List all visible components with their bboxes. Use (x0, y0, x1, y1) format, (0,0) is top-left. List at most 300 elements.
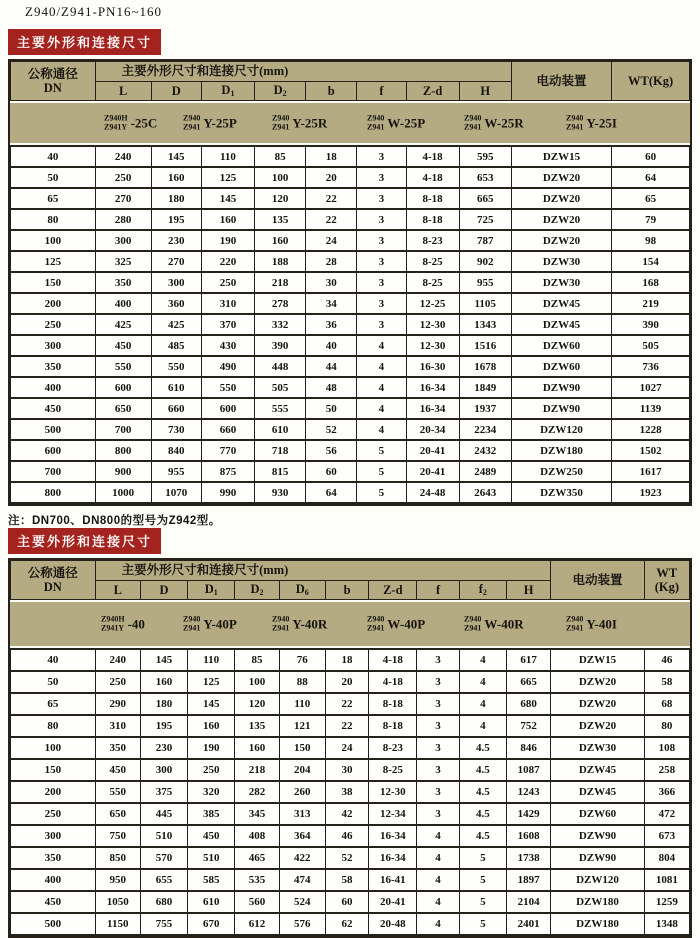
header-row-top (11, 62, 690, 82)
table-cell: 3 (357, 230, 406, 251)
table-cell: 718 (255, 440, 306, 461)
table-cell: 125 (201, 167, 254, 188)
model-series: Z940 Z941 (367, 614, 385, 632)
table-cell: 60 (306, 461, 357, 482)
table-cell: 20-41 (406, 440, 459, 461)
table-cell: 5 (459, 869, 506, 891)
col-header-L: L (95, 82, 151, 101)
table-cell: 325 (95, 251, 151, 272)
table-cell: 680 (140, 891, 187, 913)
table-cell: 85 (255, 146, 306, 167)
table-cell: 16-34 (369, 847, 417, 869)
table-cell: 4 (417, 869, 459, 891)
subscript: 1 (230, 89, 235, 99)
table-cell: 4 (357, 377, 406, 398)
table-cell: 5 (459, 891, 506, 913)
table-cell: 448 (255, 356, 306, 377)
table-cell: 350 (11, 847, 96, 869)
table-cell: 24 (306, 230, 357, 251)
subscript: 2 (282, 89, 287, 99)
table-cell: 800 (11, 482, 96, 503)
model-designation-row (10, 600, 690, 648)
table-cell: 700 (11, 461, 96, 482)
subscript: 6 (304, 588, 309, 598)
table-cell: 1429 (506, 803, 550, 825)
model-designation (272, 616, 327, 633)
table-cell: 230 (151, 230, 201, 251)
table-cell: 1343 (459, 314, 511, 335)
table-cell: 445 (140, 803, 187, 825)
table-row (11, 293, 690, 314)
table-cell: 4 (417, 847, 459, 869)
table-cell: 650 (95, 803, 140, 825)
table-cell: 4-18 (369, 671, 417, 693)
table-cell: 313 (279, 803, 325, 825)
table-cell: 510 (188, 847, 235, 869)
table-cell: 20-41 (406, 461, 459, 482)
table-cell: DZW30 (551, 737, 644, 759)
table-cell: 4 (459, 715, 506, 737)
table-cell: 450 (11, 398, 96, 419)
table-cell: 465 (235, 847, 279, 869)
col-header-dn: 公称通径 DN (11, 561, 96, 600)
table-cell: 400 (11, 377, 96, 398)
table-row (11, 913, 690, 935)
table-cell: 4 (459, 649, 506, 671)
table-cell: 250 (11, 314, 96, 335)
table-cell: 190 (188, 737, 235, 759)
model-series: Z940 Z941 (464, 614, 482, 632)
table-cell: 310 (201, 293, 254, 314)
table-cell: 350 (95, 272, 151, 293)
col-header-f2: $f_2$ (459, 581, 506, 600)
table-cell: 108 (644, 737, 689, 759)
table-note: 注：DN700、DN800的型号为Z942型。 (8, 515, 221, 527)
table-cell: 700 (95, 419, 151, 440)
table-cell: 300 (95, 230, 151, 251)
model-designation (566, 115, 617, 132)
table-cell: 585 (188, 869, 235, 891)
table-cell: 250 (201, 272, 254, 293)
table-cell: 450 (95, 335, 151, 356)
table-cell: DZW20 (511, 230, 611, 251)
table-cell: 100 (11, 230, 96, 251)
table-cell: 2432 (459, 440, 511, 461)
table-cell: 160 (201, 209, 254, 230)
table-cell: 600 (11, 440, 96, 461)
table-cell: 653 (459, 167, 511, 188)
table-cell: DZW20 (511, 167, 611, 188)
table-body (10, 648, 690, 936)
table-cell: 270 (95, 188, 151, 209)
table-row (11, 272, 690, 293)
table-cell: 5 (357, 482, 406, 503)
table-row (11, 167, 690, 188)
table-row (11, 715, 690, 737)
col-header-L: L (95, 581, 140, 600)
table-cell: 3 (417, 759, 459, 781)
table-cell: DZW45 (551, 781, 644, 803)
table-cell: 3 (417, 737, 459, 759)
col-header-actuator: 电动装置 (511, 62, 611, 101)
table-cell: 16-30 (406, 356, 459, 377)
table-cell: 450 (95, 759, 140, 781)
table-cell: 145 (201, 188, 254, 209)
model-series: Z940H Z941Y (101, 614, 125, 632)
model-designation (183, 115, 237, 132)
section-banner: 主要外形和连接尺寸 (8, 29, 161, 55)
table-cell: 88 (279, 671, 325, 693)
table-cell: DZW20 (551, 671, 644, 693)
model-suffix: W-40R (484, 616, 524, 631)
table-cell: 150 (279, 737, 325, 759)
model-designation (566, 616, 617, 633)
table-cell: 610 (255, 419, 306, 440)
table-cell: 258 (644, 759, 689, 781)
table-cell: 12-30 (406, 314, 459, 335)
table-cell: 68 (644, 693, 689, 715)
table-cell: DZW15 (511, 146, 611, 167)
table-cell: 3 (357, 314, 406, 335)
table-cell: 617 (506, 649, 550, 671)
table-cell: 815 (255, 461, 306, 482)
table-cell: 400 (11, 869, 96, 891)
table-cell: 2489 (459, 461, 511, 482)
table-cell: 200 (11, 781, 96, 803)
table-cell: 800 (95, 440, 151, 461)
table-cell: 1081 (644, 869, 689, 891)
table-cell: 8-25 (406, 272, 459, 293)
col-header-b: b (306, 82, 357, 101)
dimensions-table-pn40 (8, 558, 692, 938)
table-cell: 38 (325, 781, 368, 803)
col-header-D1: $D_1$ (201, 82, 254, 101)
table-cell: 3 (357, 293, 406, 314)
subscript: 2 (259, 588, 264, 598)
col-header-dn: 公称通径 DN (11, 62, 96, 101)
table-cell: 270 (151, 251, 201, 272)
table-cell: 736 (612, 356, 690, 377)
table-cell: 8-18 (406, 209, 459, 230)
table-cell: DZW15 (551, 649, 644, 671)
col-header-H: H (459, 82, 511, 101)
table-cell: 350 (95, 737, 140, 759)
table-cell: 930 (255, 482, 306, 503)
table-cell: 160 (255, 230, 306, 251)
table-cell: 3 (357, 272, 406, 293)
table-cell: 28 (306, 251, 357, 272)
table-cell: DZW45 (511, 293, 611, 314)
table-cell: 188 (255, 251, 306, 272)
table-cell: 22 (325, 715, 368, 737)
model-series: Z940H Z941Y (104, 113, 128, 131)
table-cell: 990 (201, 482, 254, 503)
table-cell: 1502 (612, 440, 690, 461)
table-cell: 5 (357, 440, 406, 461)
table-cell: 680 (506, 693, 550, 715)
table-cell: 595 (459, 146, 511, 167)
table-cell: 5 (459, 847, 506, 869)
table-cell: 660 (151, 398, 201, 419)
table-cell: 550 (201, 377, 254, 398)
table-cell: DZW180 (551, 891, 644, 913)
table-cell: 46 (325, 825, 368, 847)
table-cell: 12-34 (369, 803, 417, 825)
col-header-f: f (417, 581, 459, 600)
section-pn40 (8, 528, 692, 938)
table-cell: 300 (140, 759, 187, 781)
col-header-D2: $D_2$ (235, 581, 279, 600)
table-cell: DZW350 (511, 482, 611, 503)
table-cell: 65 (11, 188, 96, 209)
table-cell: DZW180 (511, 440, 611, 461)
table-cell: 408 (235, 825, 279, 847)
table-cell: 576 (279, 913, 325, 935)
table-cell: DZW250 (511, 461, 611, 482)
table-cell: 42 (325, 803, 368, 825)
table-cell: 34 (306, 293, 357, 314)
table-cell: 3 (357, 209, 406, 230)
table-row (11, 482, 690, 503)
col-header-weight: WT(Kg) (612, 62, 690, 101)
table-cell: 4.5 (459, 737, 506, 759)
table-cell: 300 (151, 272, 201, 293)
table-cell: 150 (11, 272, 96, 293)
table-cell: 665 (459, 188, 511, 209)
table-cell: 425 (95, 314, 151, 335)
table-row (11, 759, 690, 781)
table-cell: 2104 (506, 891, 550, 913)
table-cell: 4 (357, 419, 406, 440)
table-cell: 160 (140, 671, 187, 693)
table-cell: 64 (306, 482, 357, 503)
table-cell: 121 (279, 715, 325, 737)
table-cell: 36 (306, 314, 357, 335)
table-cell: 40 (11, 146, 96, 167)
table-cell: 900 (95, 461, 151, 482)
model-series: Z940 Z941 (367, 113, 385, 131)
table-cell: 4 (417, 913, 459, 935)
table-cell: 4.5 (459, 803, 506, 825)
table-cell: 240 (95, 146, 151, 167)
col-header-D: D (151, 82, 201, 101)
table-cell: 8-23 (406, 230, 459, 251)
table-cell: 3 (417, 715, 459, 737)
table-cell: 770 (201, 440, 254, 461)
table-cell: DZW90 (511, 398, 611, 419)
table-cell: 787 (459, 230, 511, 251)
table-cell: 135 (255, 209, 306, 230)
table-cell: 524 (279, 891, 325, 913)
table-cell: 290 (95, 693, 140, 715)
table-cell: 20 (306, 167, 357, 188)
table-cell: 364 (279, 825, 325, 847)
table-cell: 110 (201, 146, 254, 167)
table-row (11, 209, 690, 230)
table-cell: 1150 (95, 913, 140, 935)
table-cell: 4-18 (406, 167, 459, 188)
col-header-actuator: 电动装置 (551, 561, 644, 600)
table-cell: 145 (151, 146, 201, 167)
table-cell: 3 (357, 146, 406, 167)
model-designation (101, 616, 145, 633)
table-cell: 250 (11, 803, 96, 825)
table-cell: 219 (612, 293, 690, 314)
table-cell: 850 (95, 847, 140, 869)
table-cell: DZW120 (511, 419, 611, 440)
table-cell: 1608 (506, 825, 550, 847)
table-cell: 400 (95, 293, 151, 314)
table-cell: 79 (612, 209, 690, 230)
dimensions-table-pn25 (8, 59, 692, 506)
model-series: Z940 Z941 (566, 113, 584, 131)
section-pn25 (8, 29, 692, 528)
table-cell: 250 (95, 167, 151, 188)
table-cell: 100 (255, 167, 306, 188)
table-cell: 570 (140, 847, 187, 869)
table-row (11, 891, 690, 913)
table-row (11, 869, 690, 891)
table-cell: DZW20 (511, 209, 611, 230)
table-cell: 560 (235, 891, 279, 913)
table-body (10, 145, 690, 504)
model-suffix: -25C (130, 115, 158, 130)
table-header (10, 61, 690, 101)
table-cell: DZW90 (551, 825, 644, 847)
table-cell: 345 (235, 803, 279, 825)
table-cell: 955 (151, 461, 201, 482)
table-cell: 8-18 (369, 693, 417, 715)
table-cell: 2401 (506, 913, 550, 935)
table-cell: 20-48 (369, 913, 417, 935)
table-cell: 450 (188, 825, 235, 847)
table-cell: 2643 (459, 482, 511, 503)
table-cell: 430 (201, 335, 254, 356)
table-cell: 510 (140, 825, 187, 847)
col-header-D: D (140, 581, 187, 600)
table-cell: 250 (188, 759, 235, 781)
table-cell: 750 (95, 825, 140, 847)
table-cell: 8-18 (369, 715, 417, 737)
subscript: 2 (482, 588, 487, 598)
table-cell: 80 (644, 715, 689, 737)
table-cell: 320 (188, 781, 235, 803)
table-cell: 50 (11, 167, 96, 188)
table-cell: 110 (279, 693, 325, 715)
table-cell: 655 (140, 869, 187, 891)
table-cell: 44 (306, 356, 357, 377)
model-designation (367, 616, 425, 633)
table-cell: 12-25 (406, 293, 459, 314)
table-cell: 665 (506, 671, 550, 693)
table-cell: 752 (506, 715, 550, 737)
table-cell: 600 (95, 377, 151, 398)
table-cell: 1050 (95, 891, 140, 913)
table-cell: 20-41 (369, 891, 417, 913)
table-cell: 902 (459, 251, 511, 272)
model-suffix: -40 (127, 616, 145, 631)
table-row (11, 377, 690, 398)
table-cell: 2234 (459, 419, 511, 440)
table-cell: 550 (95, 781, 140, 803)
table-cell: 195 (151, 209, 201, 230)
model-series: Z940 Z941 (272, 113, 290, 131)
table-cell: 3 (417, 781, 459, 803)
table-cell: 160 (151, 167, 201, 188)
table-cell: DZW60 (511, 356, 611, 377)
table-cell: 8-23 (369, 737, 417, 759)
table-cell: 360 (151, 293, 201, 314)
table-row (11, 781, 690, 803)
table-row (11, 737, 690, 759)
col-header-weight: WT (Kg) (644, 561, 689, 600)
model-series: Z940 Z941 (183, 614, 201, 632)
table-cell: 52 (306, 419, 357, 440)
table-row (11, 251, 690, 272)
table-cell: 16-34 (369, 825, 417, 847)
table-cell: 56 (306, 440, 357, 461)
table-cell: 612 (235, 913, 279, 935)
table-cell: 535 (235, 869, 279, 891)
table-cell: 180 (140, 693, 187, 715)
table-row (11, 649, 690, 671)
table-cell: 8-18 (406, 188, 459, 209)
table-cell: DZW180 (551, 913, 644, 935)
table-cell: 804 (644, 847, 689, 869)
table-cell: 20 (325, 671, 368, 693)
table-cell: 1516 (459, 335, 511, 356)
table-cell: 52 (325, 847, 368, 869)
table-row (11, 803, 690, 825)
col-header-b: b (325, 581, 368, 600)
table-cell: 610 (151, 377, 201, 398)
table-cell: 390 (255, 335, 306, 356)
table-cell: 80 (11, 715, 96, 737)
table-cell: 955 (459, 272, 511, 293)
table-cell: 150 (11, 759, 96, 781)
table-cell: 3 (357, 188, 406, 209)
table-cell: DZW30 (511, 251, 611, 272)
table-cell: 660 (201, 419, 254, 440)
table-cell: 16-34 (406, 377, 459, 398)
table-cell: 12-30 (369, 781, 417, 803)
table-cell: 1228 (612, 419, 690, 440)
table-cell: 4-18 (369, 649, 417, 671)
table-cell: 755 (140, 913, 187, 935)
table-row (11, 419, 690, 440)
table-row (11, 440, 690, 461)
table-cell: 3 (357, 251, 406, 272)
table-cell: 100 (235, 671, 279, 693)
table-cell: 50 (306, 398, 357, 419)
section-banner: 主要外形和连接尺寸 (8, 528, 161, 554)
table-cell: 1348 (644, 913, 689, 935)
table-cell: 30 (325, 759, 368, 781)
col-header-D1: $D_1$ (188, 581, 235, 600)
table-cell: 220 (201, 251, 254, 272)
table-cell: 390 (612, 314, 690, 335)
table-cell: 60 (325, 891, 368, 913)
table-row (11, 693, 690, 715)
table-row (11, 146, 690, 167)
model-suffix: Y-40R (292, 616, 328, 631)
table-cell: 125 (188, 671, 235, 693)
table-cell: 50 (11, 671, 96, 693)
table-cell: 422 (279, 847, 325, 869)
model-designation (367, 115, 425, 132)
model-suffix: Y-25P (203, 115, 237, 130)
col-header-f: f (357, 82, 406, 101)
